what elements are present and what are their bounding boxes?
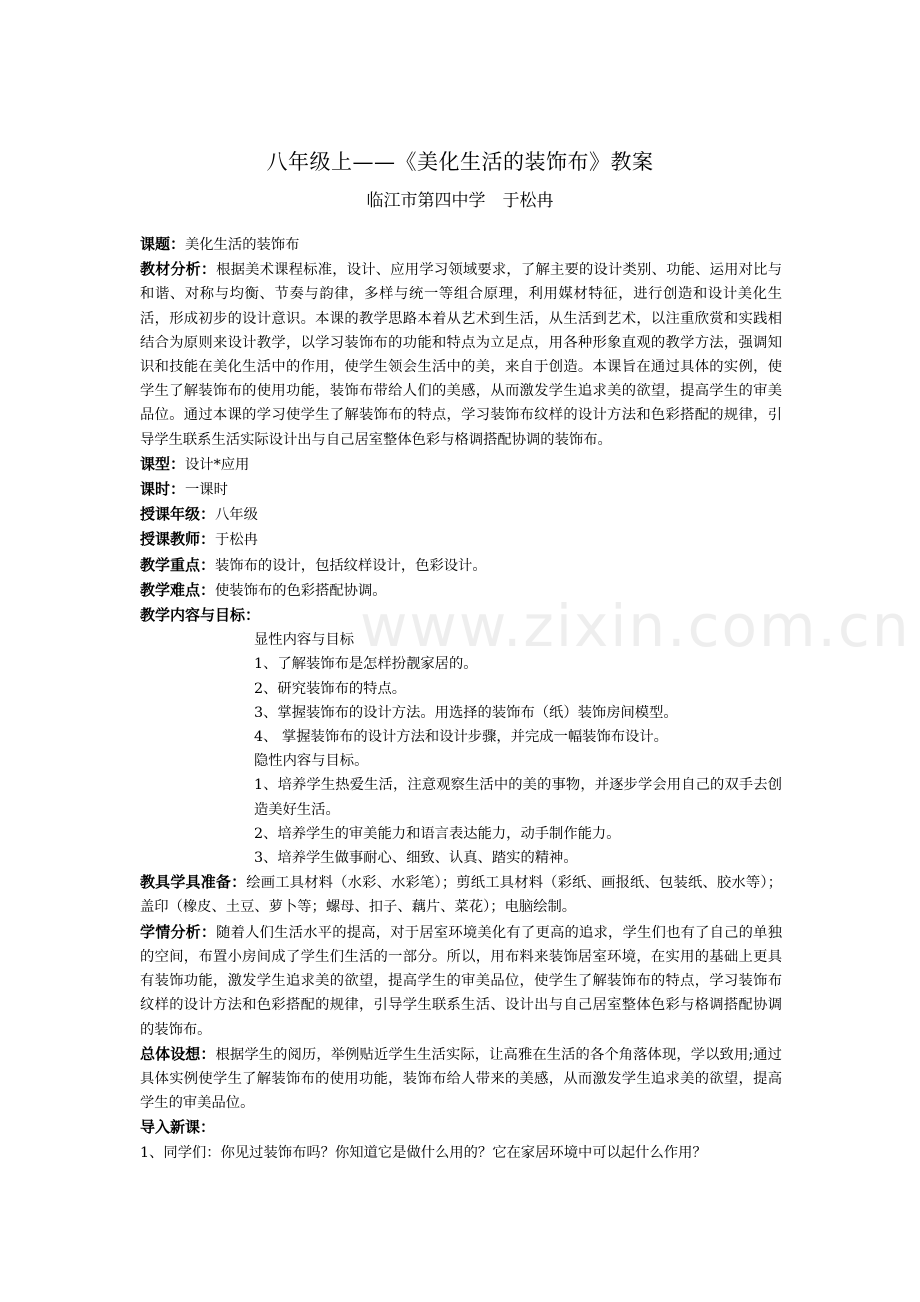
concept-paragraph bbox=[140, 1042, 782, 1116]
grade-label: 授课年级： bbox=[140, 505, 216, 524]
explicit-item: 1、了解装饰布是怎样扮靓家居的。 bbox=[254, 656, 478, 673]
author-line: 临江市第四中学 于松冉 bbox=[366, 191, 554, 211]
focus-text: 装饰布的设计，包括纹样设计，色彩设计。 bbox=[215, 557, 487, 574]
watermark: www.zixin.com.cn bbox=[360, 592, 911, 660]
hours-label: 课时： bbox=[140, 480, 186, 499]
grade-text: 八年级 bbox=[215, 507, 258, 524]
implicit-item: 2、培养学生的审美能力和语言表达能力，动手制作能力。 bbox=[254, 825, 621, 842]
hours-line bbox=[140, 477, 782, 502]
tools-paragraph bbox=[140, 870, 782, 919]
document-body bbox=[140, 232, 782, 1165]
analysis-label: 教材分析： bbox=[140, 260, 217, 279]
teacher-text: 于松冉 bbox=[215, 532, 258, 549]
students-text: 随着人们生活水平的提高，对于居室环境美化有了更高的追求，学生们也有了自己的单独的空间，布置小房间成了学生们生活的一部分。所以，用布料来装饰居室环境，在实用的基础上更具有装饰功能，激发学生追求美的欲望，提高学生的审美品位，使学生了解装饰布的特点，学习装饰布纹样的设计方法和色彩搭配的规律，引导学生联系生活、设计出与自己居室整体色彩与格调搭配协调的装饰布。 bbox=[140, 924, 782, 1038]
goals-heading bbox=[140, 603, 782, 628]
type-text: 设计*应用 bbox=[185, 456, 250, 473]
difficulty-label: 教学难点： bbox=[140, 580, 216, 599]
focus-line bbox=[140, 553, 782, 578]
analysis-text: 根据美术课程标准，设计、应用学习领域要求，了解主要的设计类别、功能、运用对比与和谐、对称与均衡、节奏与韵律，多样与统一等组合原理，利用媒材特征，进行创造和设计美化生活，形成初步的设计意识。本课的教学思路本着从艺术到生活，从生活到艺术，以注重欣赏和实践相结合为原则来设计教学，以学习装饰布的功能和特点为立足点，用各种形象直观的教学方法，强调知识和技能在美化生活中的作用，使学生领会生活中的美，来自于创造。本课旨在通过具体的实例，使学生了解装饰布的使用功能，装饰布带给人们的美感，从而激发学生追求美的欲望，提高学生的审美品位。通过本课的学习使学生了解装饰布的特点，学习装饰布纹样的设计方法和色彩搭配的规律，引导学生联系生活实际设计出与自己居室整体色彩与格调搭配协调的装饰布。 bbox=[140, 262, 782, 448]
students-paragraph bbox=[140, 920, 782, 1042]
goals-label: 教学内容与目标： bbox=[140, 606, 261, 625]
hours-text: 一课时 bbox=[185, 482, 228, 499]
intro-heading bbox=[140, 1115, 782, 1140]
intro-label: 导入新课： bbox=[140, 1118, 216, 1137]
teacher-label: 授课教师： bbox=[140, 530, 216, 549]
type-line bbox=[140, 452, 782, 477]
implicit-item: 3、培养学生做事耐心、细致、认真、踏实的精神。 bbox=[254, 850, 578, 867]
implicit-heading: 隐性内容与目标。 bbox=[254, 753, 369, 770]
difficulty-text: 使装饰布的色彩搭配协调。 bbox=[215, 582, 387, 599]
type-label: 课型： bbox=[140, 454, 186, 473]
tools-text: 绘画工具材料（水彩、水彩笔）；剪纸工具材料（彩纸、画报纸、包装纸、胶水等）；盖印（橡皮、土豆、萝卜等；螺母、扣子、藕片、菜花）；电脑绘制。 bbox=[140, 875, 782, 916]
focus-label: 教学重点： bbox=[140, 555, 216, 574]
grade-line bbox=[140, 502, 782, 527]
analysis-paragraph bbox=[140, 257, 782, 452]
topic-line bbox=[140, 232, 782, 257]
concept-label: 总体设想： bbox=[140, 1044, 216, 1063]
page-title: 八年级上——《美化生活的装饰布》教案 bbox=[266, 150, 654, 174]
explicit-item: 4、 掌握装饰布的设计方法和设计步骤，并完成一幅装饰布设计。 bbox=[254, 729, 668, 746]
topic-label: 课题： bbox=[140, 235, 186, 253]
explicit-item: 2、研究装饰布的特点。 bbox=[254, 680, 407, 697]
concept-text: 根据学生的阅历，举例贴近学生生活实际，让高雅在生活的各个角落体现，学以致用;通过具体实例使学生了解装饰布的使用功能，装饰布给人带来的美感，从而激发学生追求美的欲望，提高学生的审美品位。 bbox=[140, 1046, 782, 1112]
explicit-heading: 显性内容与目标 bbox=[254, 632, 355, 649]
implicit-item: 1、培养学生热爱生活，注意观察生活中的美的事物，并逐步学会用自己的双手去创造美好生活。 bbox=[254, 777, 782, 818]
difficulty-line bbox=[140, 578, 782, 603]
topic-text: 美化生活的装饰布 bbox=[185, 237, 300, 253]
students-label: 学情分析： bbox=[140, 922, 217, 941]
teacher-line bbox=[140, 527, 782, 552]
intro-question: 1、同学们：你见过装饰布吗？你知道它是做什么用的？它在家居环境中可以起什么作用？ bbox=[140, 1144, 707, 1161]
explicit-item: 3、掌握装饰布的设计方法。用选择的装饰布（纸）装饰房间模型。 bbox=[254, 704, 678, 721]
tools-label: 教具学具准备： bbox=[140, 873, 247, 892]
